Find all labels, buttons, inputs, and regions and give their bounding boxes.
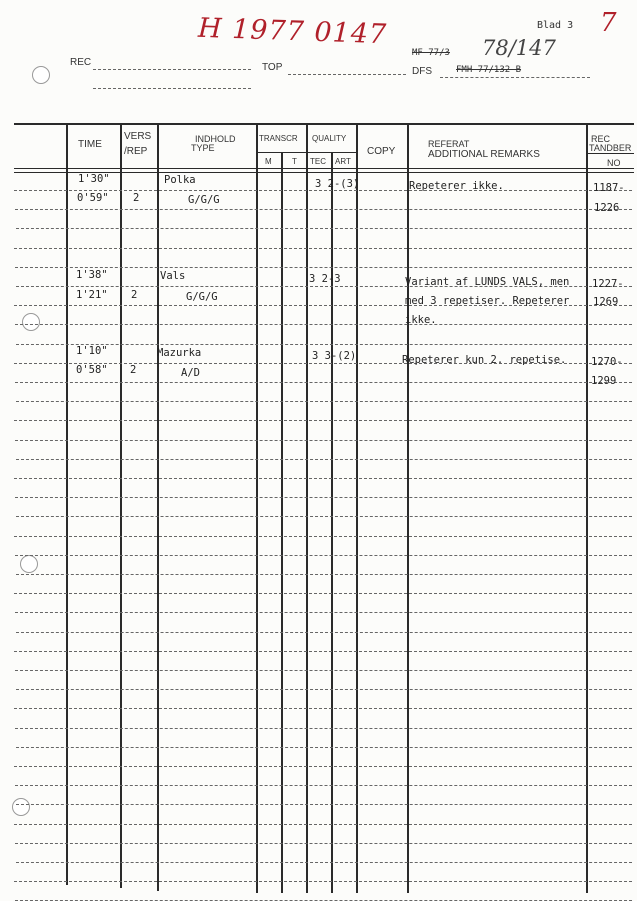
- col-type: TYPE: [191, 143, 215, 153]
- page-mark: 7: [600, 8, 617, 38]
- entry-time: 1'38": [76, 269, 108, 281]
- fmh-number: FMH 77/132 B: [456, 65, 522, 75]
- ruled-line: [15, 440, 632, 441]
- ruled-line: [15, 324, 632, 325]
- col-rec: REC: [591, 134, 611, 144]
- ruled-line: [15, 267, 632, 268]
- ruled-line: [14, 190, 632, 191]
- entry-vers: 2: [130, 364, 137, 376]
- ruled-line: [14, 420, 632, 421]
- ruled-line: [16, 804, 632, 805]
- col-referat: REFERAT: [428, 139, 470, 149]
- entry-rec: 1299: [591, 375, 617, 387]
- punch-hole: [32, 66, 50, 84]
- ruled-line: [14, 478, 632, 479]
- ruled-line: [15, 209, 632, 210]
- col-remarks: ADDITIONAL REMARKS: [428, 149, 540, 160]
- col-tec: TEC: [310, 157, 326, 166]
- col-m: M: [265, 157, 272, 166]
- entry-type: G/G/G: [188, 194, 220, 206]
- ruled-line: [16, 516, 632, 517]
- ruled-line: [14, 651, 632, 652]
- ruled-line: [16, 689, 632, 690]
- entry-quality: 3 2-3: [309, 273, 341, 285]
- ruled-line: [15, 497, 632, 498]
- ruled-line: [15, 728, 632, 729]
- entry-time: 1'21": [76, 289, 108, 301]
- entry-rec: 1227-: [592, 278, 624, 290]
- ruled-line: [16, 632, 632, 633]
- entry-time: 0'58": [76, 364, 108, 376]
- entry-quality: 3 2-(3): [315, 178, 360, 190]
- col-t: T: [292, 157, 297, 166]
- entry-rec: 1270-: [591, 356, 623, 368]
- entry-type: Vals: [160, 270, 186, 282]
- entry-remark: ikke.: [405, 314, 437, 326]
- entry-time: 1'30": [78, 173, 110, 185]
- handwritten-ref: 78/147: [482, 36, 556, 60]
- col-time: TIME: [78, 139, 102, 150]
- top-label: TOP: [262, 62, 283, 73]
- col-vers: VERS: [124, 131, 152, 142]
- col-no: NO: [607, 158, 621, 168]
- entry-remark: Variant af LUNDS VALS, men: [405, 276, 570, 288]
- entry-type: G/G/G: [186, 291, 218, 303]
- entry-time: 0'59": [77, 192, 109, 204]
- ruled-line: [14, 248, 632, 249]
- ruled-line: [14, 766, 632, 767]
- entry-type: A/D: [181, 367, 200, 379]
- ruled-line: [14, 536, 632, 537]
- punch-hole: [20, 555, 38, 573]
- ruled-line: [14, 593, 632, 594]
- ruled-line: [16, 401, 632, 402]
- mf-number: MF 77/3: [412, 48, 450, 58]
- entry-quality: 3 3-(2): [312, 350, 357, 362]
- col-copy: COPY: [367, 146, 396, 157]
- ruled-line: [15, 555, 632, 556]
- rec-label: REC: [70, 57, 92, 68]
- ruled-line: [14, 708, 632, 709]
- ruled-line: [16, 862, 632, 863]
- dfs-label: DFS: [412, 66, 432, 77]
- entry-remark: Repeterer ikke.: [409, 180, 504, 192]
- ruled-line: [14, 881, 632, 882]
- col-art: ART: [335, 157, 351, 166]
- ruled-line: [16, 459, 632, 460]
- punch-hole: [12, 798, 30, 816]
- ruled-line: [16, 747, 632, 748]
- ruled-line: [16, 344, 632, 345]
- ruled-line: [16, 574, 632, 575]
- punch-hole: [22, 313, 40, 331]
- entry-type: Polka: [164, 174, 196, 186]
- entry-type: Mazurka: [157, 347, 202, 359]
- entry-rec: 1269: [593, 296, 619, 308]
- ruled-line: [15, 612, 632, 613]
- entry-vers: 2: [133, 192, 140, 204]
- col-tandberg: TANDBER: [589, 143, 632, 153]
- entry-rec: 1226: [594, 202, 620, 214]
- col-indhold: INDHOLD: [195, 134, 236, 144]
- ruled-line: [15, 843, 632, 844]
- blad-label: Blad 3: [537, 20, 574, 31]
- entry-remark: Repeterer kun 2. repetise.: [402, 354, 567, 366]
- entry-vers: 2: [131, 289, 138, 301]
- col-rep: /REP: [124, 146, 148, 157]
- ruled-line: [14, 824, 632, 825]
- col-quality: QUALITY: [312, 134, 347, 143]
- ruled-line: [15, 785, 632, 786]
- entry-rec: 1187-: [593, 182, 625, 194]
- archive-number: H 1977 0147: [197, 12, 388, 51]
- ruled-line: [15, 382, 632, 383]
- col-transcr: TRANSCR: [259, 134, 298, 143]
- entry-time: 1'10": [76, 345, 108, 357]
- entry-remark: med 3 repetiser. Repeterer: [405, 295, 570, 307]
- ruled-line: [16, 228, 632, 229]
- ruled-line: [15, 670, 632, 671]
